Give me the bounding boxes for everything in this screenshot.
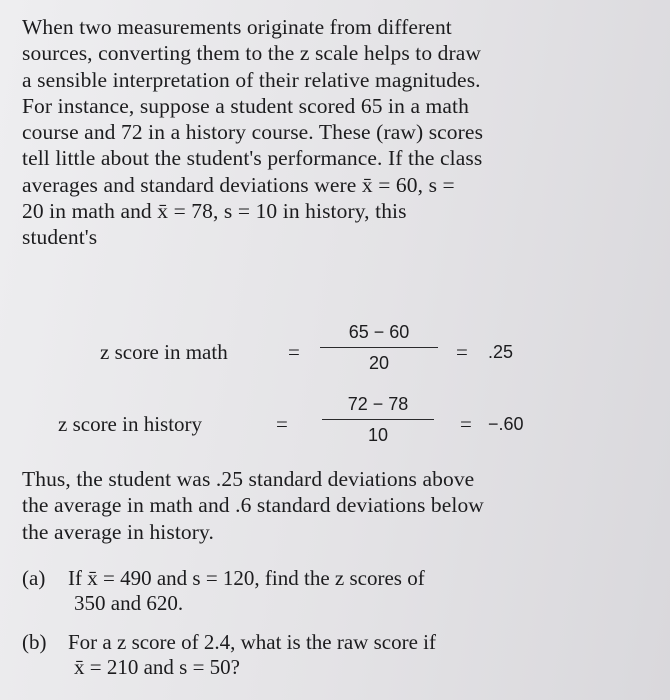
math-result: .25 (488, 342, 514, 362)
exercise-b-tag: (b) (22, 630, 47, 654)
exercise-a-text-2: 350 and 620. (74, 591, 184, 615)
history-z-equation (22, 394, 622, 464)
history-result-equals: = (460, 412, 472, 436)
math-fraction-bar (320, 347, 438, 348)
history-result: −.60 (488, 414, 524, 434)
exercise-a (22, 566, 622, 616)
intro-line: For instance, suppose a student scored 65 in a math (22, 93, 469, 118)
math-eq-equals: = (288, 340, 300, 364)
exercise-a-text-1: If x̄ = 490 and s = 120, find the z scores of (68, 566, 425, 590)
exercise-b-text-1: For a z score of 2.4, what is the raw score if (68, 630, 436, 654)
conclusion-line: Thus, the student was .25 standard deviations above (22, 467, 475, 491)
history-fraction-bar (322, 419, 434, 420)
intro-paragraph (22, 14, 622, 251)
intro-line: course and 72 in a history course. These (raw) scores (22, 120, 484, 145)
math-z-equation (22, 322, 622, 392)
math-denominator: 20 (368, 353, 390, 374)
intro-line: averages and standard deviations were x̄ = 60, s = (22, 172, 455, 197)
conclusion-paragraph (22, 466, 484, 545)
intro-line: sources, converting them to the z scale helps to draw (22, 41, 482, 66)
exercise-a-tag: (a) (22, 566, 46, 590)
intro-line: 20 in math and x̄ = 78, s = 10 in history, this (22, 199, 407, 224)
history-eq-label: z score in history (58, 412, 203, 436)
intro-line: When two measurements originate from different (22, 15, 452, 39)
conclusion-line: the average in history. (22, 519, 214, 544)
conclusion-line: the average in math and .6 standard deviations below (22, 493, 484, 518)
exercise-a-line-1 (22, 566, 622, 591)
math-eq-label: z score in math (100, 340, 228, 364)
history-denominator: 10 (367, 425, 389, 446)
exercise-b-line-1 (22, 630, 622, 655)
exercise-b (22, 630, 622, 680)
history-eq-equals: = (276, 412, 288, 436)
intro-line: tell little about the student's performance. If the class (22, 146, 483, 171)
intro-line: a sensible interpretation of their relative magnitudes. (22, 67, 481, 92)
math-numerator: 65 − 60 (348, 322, 410, 342)
history-numerator: 72 − 78 (347, 394, 409, 414)
textbook-page (22, 14, 622, 679)
exercise-b-text-2: x̄ = 210 and s = 50? (74, 655, 241, 679)
math-result-equals: = (456, 340, 468, 364)
math-fraction (320, 322, 438, 374)
intro-line: student's (22, 225, 98, 250)
history-fraction (322, 394, 434, 446)
